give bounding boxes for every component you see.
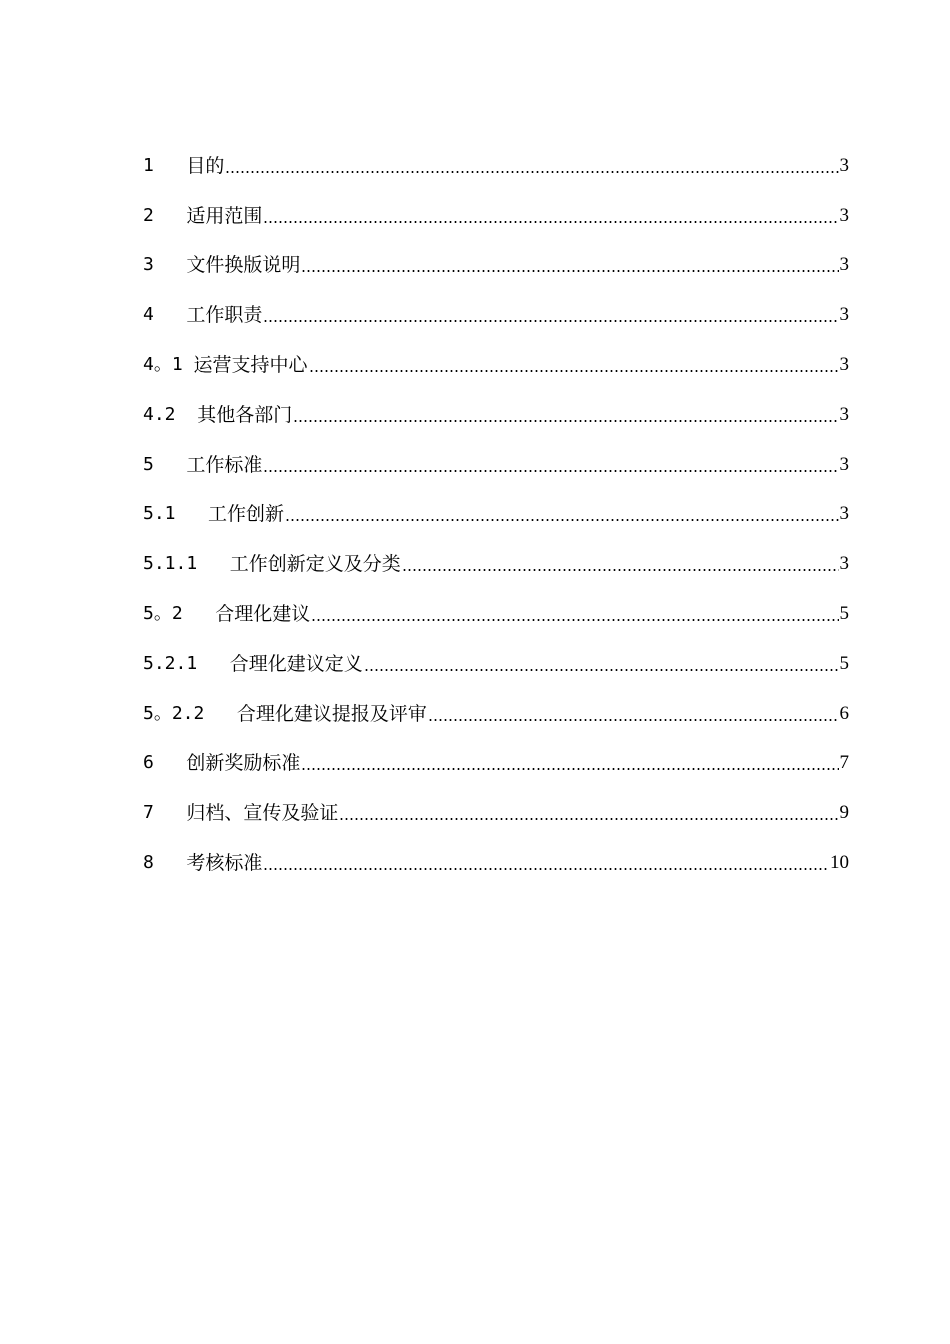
dot-leader (225, 171, 838, 173)
table-of-contents (143, 132, 849, 879)
toc-entry-title: 运营支持中心 (193, 353, 308, 376)
toc-entry-number: 8 (143, 851, 154, 873)
toc-entry-8[interactable] (143, 829, 849, 879)
toc-entry-gap (154, 453, 187, 477)
toc-entry-5-2-1[interactable] (143, 630, 849, 680)
toc-entry-title: 合理化建议定义 (229, 652, 363, 675)
toc-entry-number: 2 (143, 204, 154, 226)
dot-leader (263, 868, 829, 870)
dot-leader (301, 768, 838, 770)
toc-entry-page: 3 (839, 353, 849, 375)
toc-entry-5-1[interactable] (143, 481, 849, 531)
toc-entry-gap (183, 353, 194, 377)
toc-entry-number: 4 (143, 304, 154, 326)
toc-entry-page: 3 (839, 154, 849, 176)
toc-entry-gap (154, 204, 187, 228)
toc-entry-4-2[interactable] (143, 381, 849, 431)
dot-leader (309, 370, 839, 372)
toc-entry-gap (197, 652, 230, 676)
toc-entry-gap (154, 303, 187, 327)
toc-entry-page: 3 (839, 453, 849, 475)
toc-entry-1[interactable] (143, 132, 849, 182)
toc-entry-page: 6 (839, 702, 849, 724)
toc-entry-number: 1 (143, 154, 154, 176)
toc-entry-title: 归档、宣传及验证 (186, 802, 339, 825)
toc-entry-title: 文件换版说明 (186, 254, 301, 277)
toc-entry-title: 目的 (186, 154, 225, 177)
toc-entry-gap (154, 253, 187, 277)
toc-entry-gap (183, 602, 216, 626)
toc-entry-page: 3 (839, 503, 849, 525)
toc-entry-4-1[interactable] (143, 331, 849, 381)
toc-entry-7[interactable] (143, 779, 849, 829)
dot-leader (263, 320, 838, 322)
toc-entry-title: 合理化建议 (215, 602, 311, 625)
toc-entry-page: 5 (839, 652, 849, 674)
toc-entry-2[interactable] (143, 182, 849, 232)
toc-entry-number: 3 (143, 254, 154, 276)
toc-entry-number: 5.2.1 (143, 652, 198, 674)
toc-entry-number: 4.2 (143, 403, 176, 425)
toc-entry-title: 工作标准 (186, 453, 263, 476)
toc-entry-number: 5 (143, 453, 154, 475)
toc-entry-number: 7 (143, 802, 154, 824)
toc-entry-number: 6 (143, 752, 154, 774)
toc-entry-gap (176, 403, 198, 427)
dot-leader (293, 420, 838, 422)
toc-entry-page: 5 (839, 602, 849, 624)
toc-entry-gap (176, 502, 209, 526)
toc-entry-title: 适用范围 (186, 204, 263, 227)
toc-entry-number: 5.1 (143, 503, 176, 525)
toc-entry-title: 合理化建议提报及评审 (236, 702, 427, 725)
toc-entry-5-2[interactable] (143, 580, 849, 630)
toc-entry-6[interactable] (143, 730, 849, 780)
toc-entry-number: 4。1 (143, 353, 183, 375)
toc-entry-title: 考核标准 (186, 851, 263, 874)
toc-entry-title: 其他各部门 (197, 403, 293, 426)
toc-entry-page: 9 (839, 802, 849, 824)
toc-entry-title: 创新奖励标准 (186, 752, 301, 775)
dot-leader (285, 519, 838, 521)
dot-leader (311, 619, 838, 621)
dot-leader (364, 669, 839, 671)
toc-entry-gap (204, 702, 237, 726)
toc-entry-title: 工作创新定义及分类 (229, 553, 401, 576)
toc-entry-5-2-2[interactable] (143, 680, 849, 730)
toc-entry-gap (154, 801, 187, 825)
toc-entry-page: 7 (839, 752, 849, 774)
toc-entry-number: 5。2.2 (143, 702, 205, 724)
toc-entry-5[interactable] (143, 431, 849, 481)
dot-leader (263, 221, 838, 223)
toc-entry-number: 5.1.1 (143, 553, 198, 575)
dot-leader (402, 569, 839, 571)
toc-entry-number: 5。2 (143, 602, 183, 624)
toc-entry-title: 工作职责 (186, 304, 263, 327)
toc-entry-title: 工作创新 (208, 503, 285, 526)
toc-entry-page: 3 (839, 304, 849, 326)
dot-leader (428, 719, 839, 721)
toc-entry-gap (197, 552, 230, 576)
toc-entry-gap (154, 751, 187, 775)
toc-entry-4[interactable] (143, 281, 849, 331)
dot-leader (301, 270, 838, 272)
toc-entry-page: 10 (830, 851, 849, 873)
toc-entry-gap (154, 851, 187, 875)
toc-entry-page: 3 (839, 254, 849, 276)
dot-leader (339, 818, 838, 820)
toc-entry-gap (154, 154, 187, 178)
toc-entry-3[interactable] (143, 232, 849, 282)
toc-entry-5-1-1[interactable] (143, 530, 849, 580)
toc-entry-page: 3 (839, 553, 849, 575)
dot-leader (263, 470, 838, 472)
toc-entry-page: 3 (839, 403, 849, 425)
toc-entry-page: 3 (839, 204, 849, 226)
